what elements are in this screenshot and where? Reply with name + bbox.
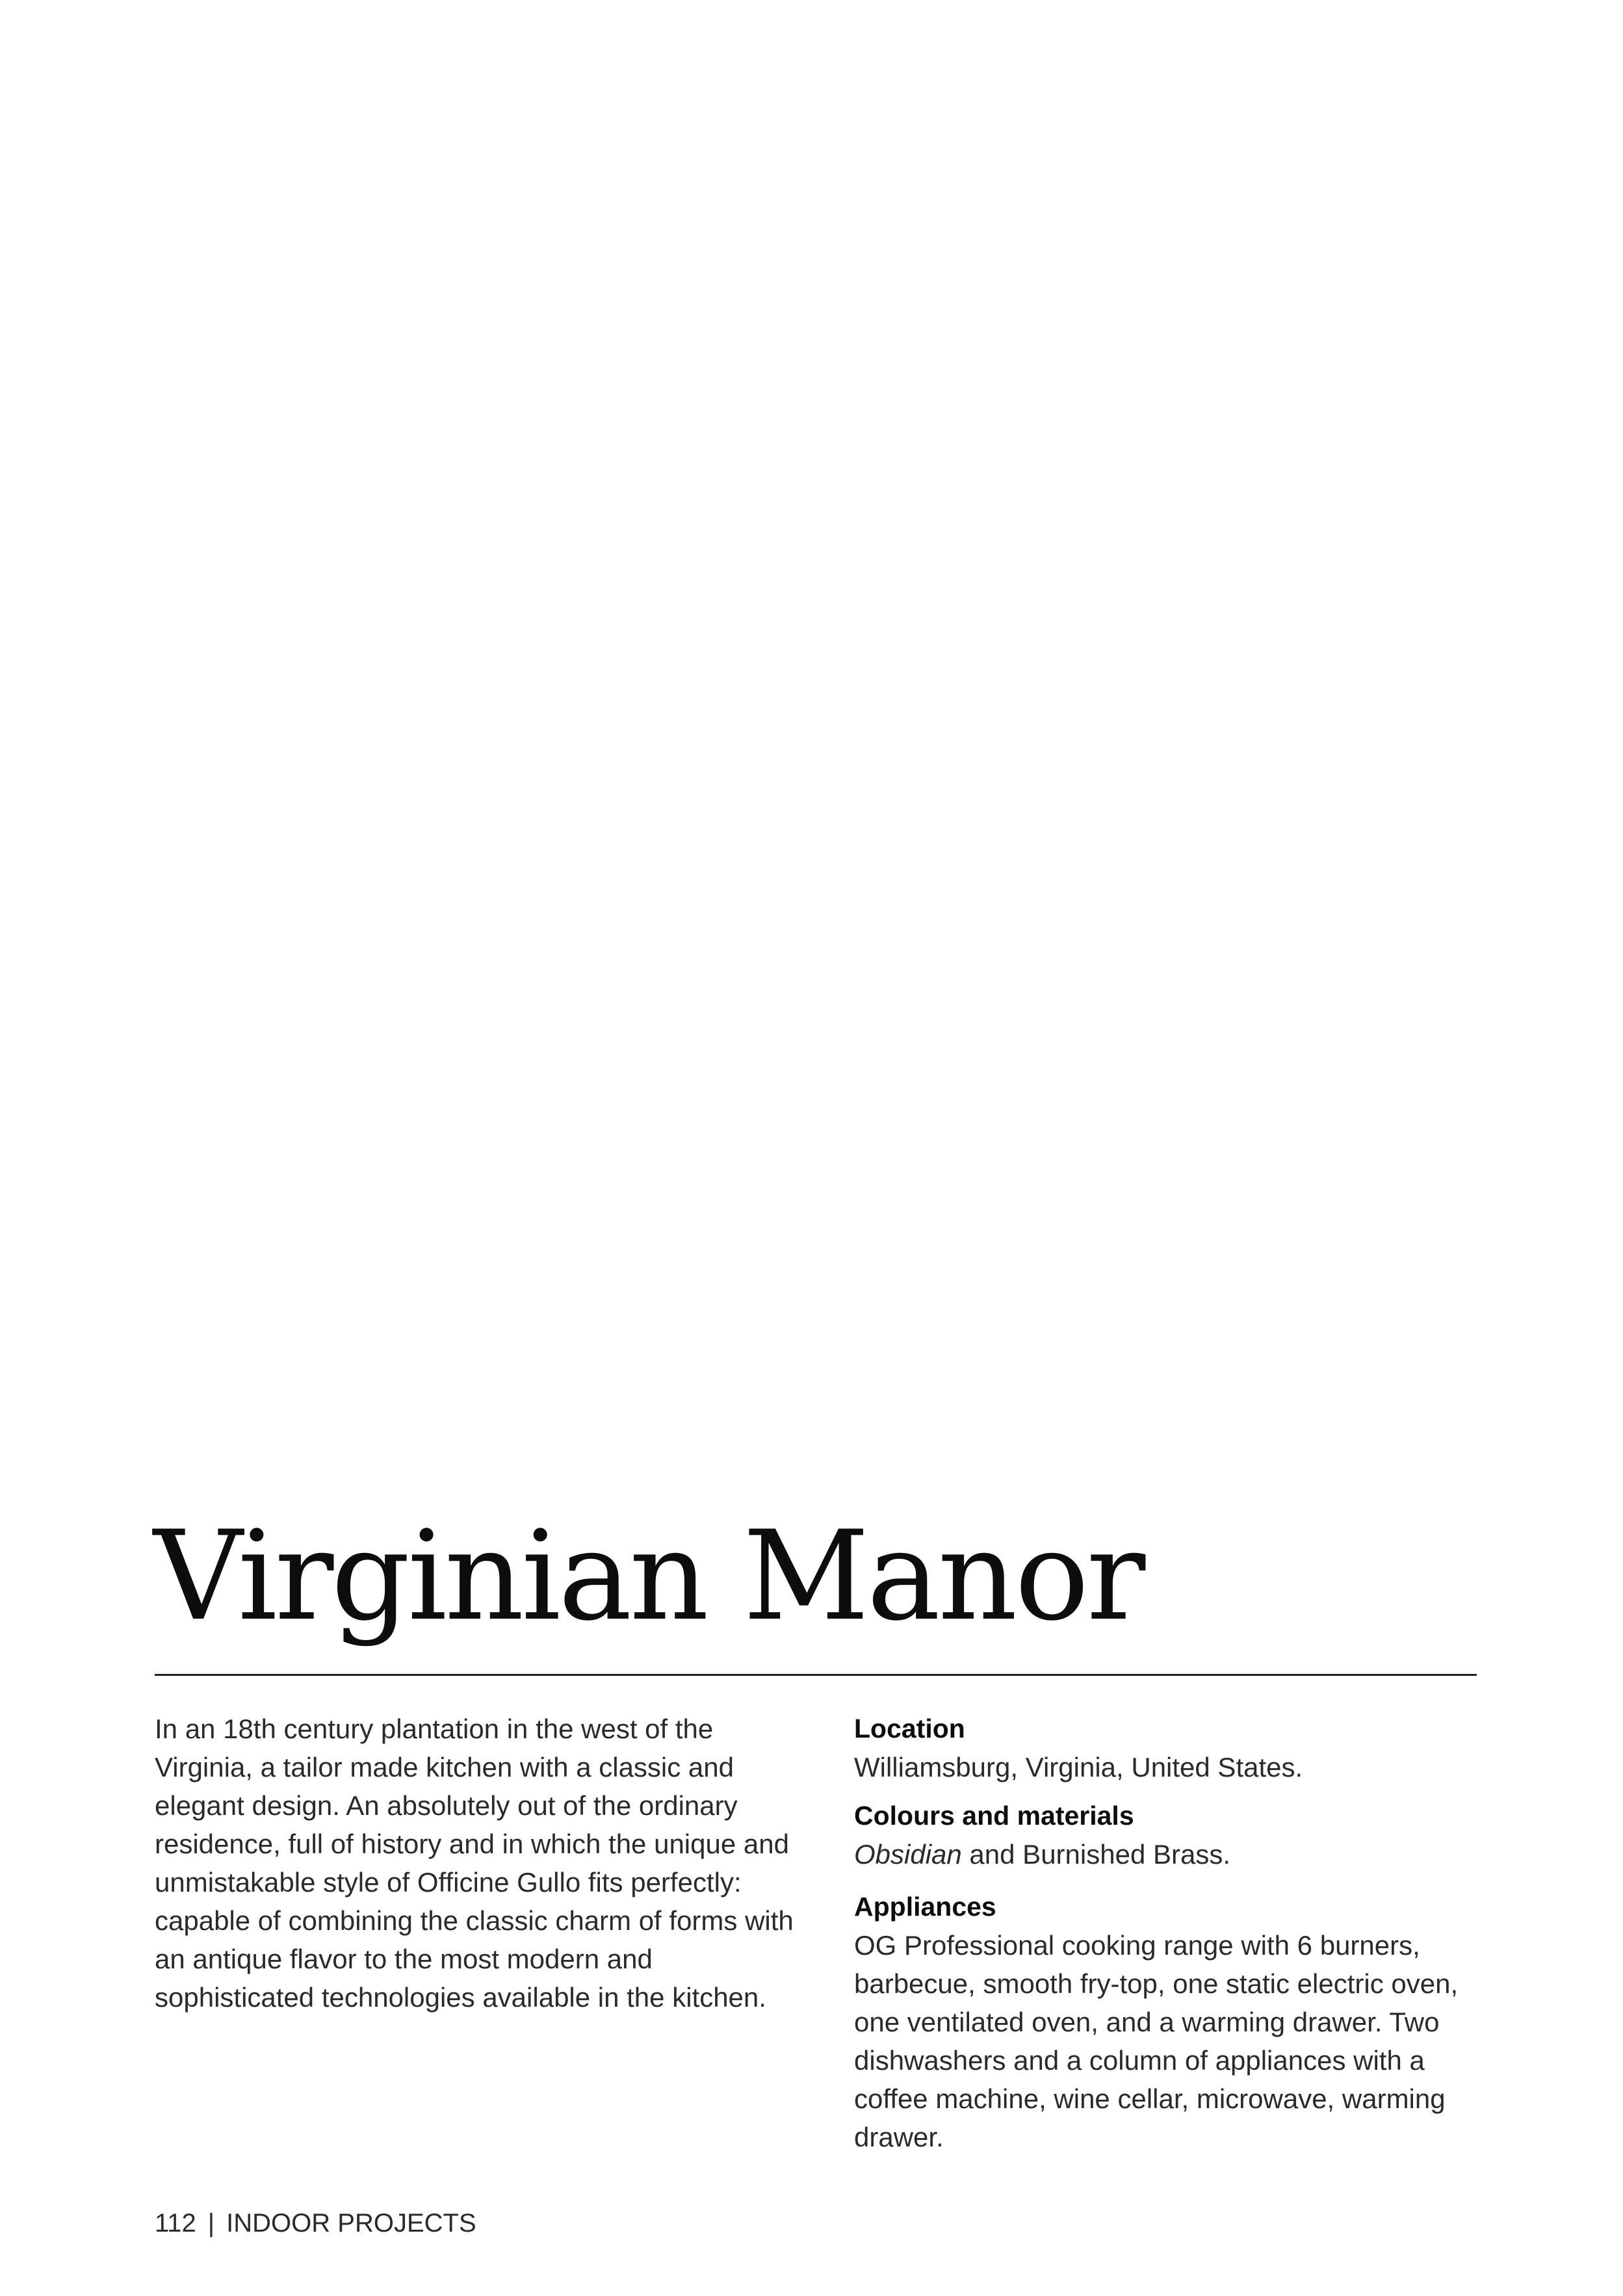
intro-paragraph: In an 18th century plantation in the west of the Virginia, a tailor made kitchen with a classic and elegant design. An absolutely out of the ordinary residence, full of history and in which the unique and unmistakable style of Officine Gullo fits perfectly: capable of combining the classic charm of forms with an antique flavor to the most modern and sophisticated technologies available in the kitchen. <box>155 1714 794 2013</box>
footer-separator: | <box>207 2209 215 2237</box>
page-title: Virginian Manor <box>153 1504 1143 1648</box>
appliances-detail <box>854 1888 1478 2156</box>
appliances-heading: Appliances <box>854 1892 996 1922</box>
colours-value-italic: Obsidian <box>854 1839 962 1870</box>
colours-heading: Colours and materials <box>854 1801 1134 1831</box>
section-name: INDOOR PROJECTS <box>226 2209 476 2237</box>
location-heading: Location <box>854 1714 965 1743</box>
project-details <box>854 1710 1478 2156</box>
colours-value-rest: and Burnished Brass. <box>961 1839 1230 1870</box>
location-detail <box>854 1710 1478 1786</box>
colours-value <box>854 1835 1478 1873</box>
location-value: Williamsburg, Virginia, United States. <box>854 1752 1303 1782</box>
page-footer <box>155 2207 476 2239</box>
appliances-value: OG Professional cooking range with 6 burners, barbecue, smooth fry-top, one static electric oven, one ventilated oven, and a warming drawer. Two dishwashers and a column of appliances with a coffee machine, wine cellar, microwave, warming drawer. <box>854 1930 1459 2152</box>
page-number: 112 <box>155 2209 196 2237</box>
colours-detail <box>854 1797 1478 1873</box>
title-divider <box>155 1674 1477 1676</box>
